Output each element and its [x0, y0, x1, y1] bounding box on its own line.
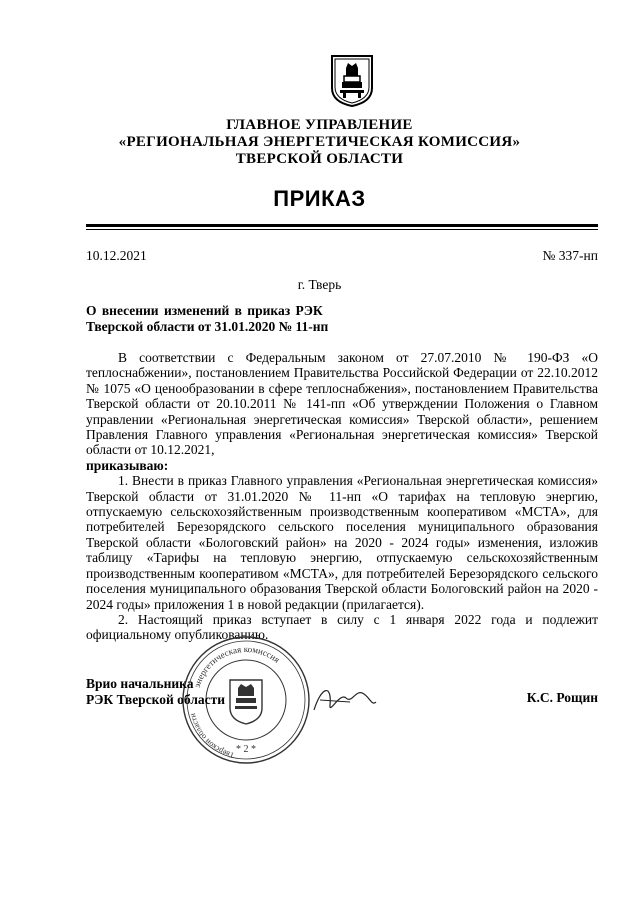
body-orders-keyword: приказываю: [86, 457, 169, 473]
header-rule-thin [86, 229, 598, 230]
document-date: 10.12.2021 [86, 248, 147, 263]
document-city: г. Тверь [297, 277, 342, 292]
stamp-ring-text: энергетическая комиссия [191, 643, 282, 689]
signatory-title-line-2: РЭК Тверской области [86, 692, 226, 707]
stamp-emblem-icon [230, 680, 262, 724]
document-body [86, 350, 598, 643]
body-item-2: 2. Настоящий приказ вступает в силу с 1 января 2022 года и подлежит официальному опубликованию. [86, 611, 598, 643]
header-line-2: «РЕГИОНАЛЬНАЯ ЭНЕРГЕТИЧЕСКАЯ КОМИССИЯ» [118, 134, 521, 150]
header-line-1: ГЛАВНОЕ УПРАВЛЕНИЕ [226, 117, 413, 133]
stamp-bottom-text: * 2 * [236, 744, 256, 755]
body-item-1: 1. Внести в приказ Главного управления «Региональная энергетическая комиссия» Тверской области от 31.01.2020 № 11-нп «О тарифах на тепловую энергию, отпускаемую сельскохозяйственным производственным кооперативом «МСТА», для потребителей Березорядского сельского поселения муниципального образования Тверской области «Бологовский район» на 2020 - 2024 годы» изменения, изложив таблицу «Тарифы на тепловую энергию, отпускаемую сельскохозяйственным производственным кооперативом «МСТА», для потребителей Березорядского сельского поселения муниципального образования Тверской области Бологовский район на 2020 - 2024 годы» приложения 1 в новой редакции (прилагается). [86, 473, 598, 612]
header-line-3: ТВЕРСКОЙ ОБЛАСТИ [235, 151, 404, 167]
document-number: № 337-нп [542, 248, 598, 263]
document-subject [86, 303, 386, 335]
handwritten-signature [310, 680, 380, 720]
header-rule-thick [86, 224, 598, 227]
stamp-ring-text-left: Тверской области [187, 712, 236, 761]
signatory-title [86, 676, 225, 708]
signatory-title-line-1: Врио начальника [86, 676, 194, 691]
subject-line-1: О внесении изменений в приказ РЭК [86, 303, 323, 318]
body-preamble: В соответствии с Федеральным законом от 27.07.2010 № 190-ФЗ «О теплоснабжении», постановлением Правительства Российской Федерации от 22.10.2012 № 1075 «О ценообразовании в сфере теплоснабжения», постановлением Правительства Тверской области от 20.10.2011 № 141-пп «Об утверждении Положения о Главном управлении «Региональная энергетическая комиссия» Тверской области», решением Правления Главного управления «Региональная энергетическая комиссия» Тверской области от 10.12.2021, [86, 350, 598, 458]
document-type-title: ПРИКАЗ [273, 186, 366, 211]
coat-of-arms-emblem [330, 52, 374, 108]
signatory-name: К.С. Рощин [526, 690, 598, 705]
subject-line-2: Тверской области от 31.01.2020 № 11-нп [86, 319, 329, 334]
